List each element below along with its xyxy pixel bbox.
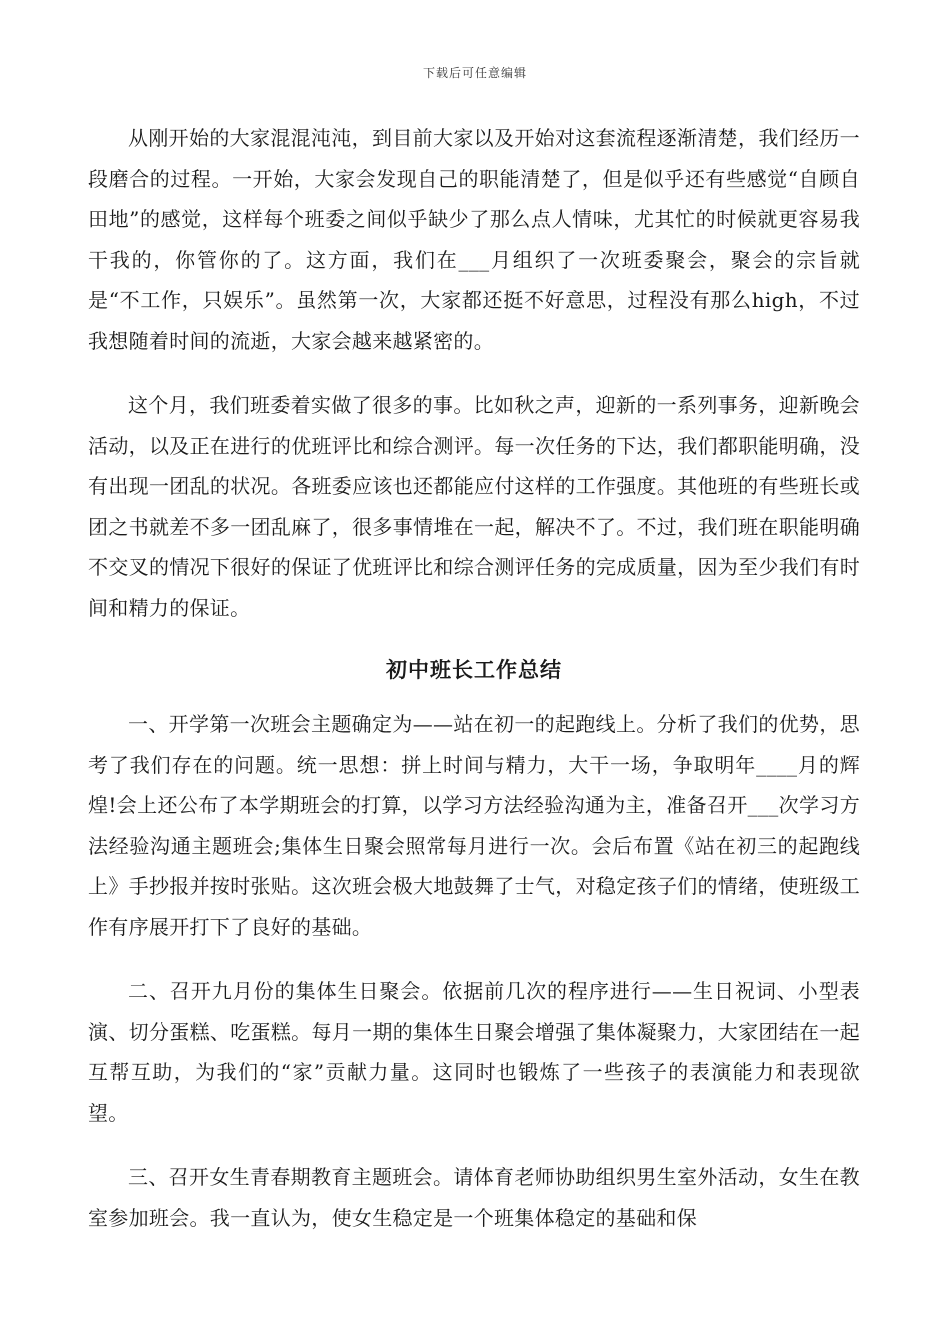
paragraph-4: 二、召开九月份的集体生日聚会。依据前几次的程序进行——生日祝词、小型表演、切分蛋糕、吃蛋糕。每月一期的集体生日聚会增强了集体凝聚力，大家团结在一起互帮互助，为我们的“家”贡献力量。这同时也锻炼了一些孩子的表演能力和表现欲望。 (88, 979, 860, 1125)
paragraph-5: 三、召开女生青春期教育主题班会。请体育老师协助组织男生室外活动，女生在教室参加班会。我一直认为，使女生稳定是一个班集体稳定的基础和保 (88, 1165, 860, 1230)
header-note: 下载后可任意编辑 (422, 66, 527, 80)
paragraph-3: 一、开学第一次班会主题确定为——站在初一的起跑线上。分析了我们的优势，思考了我们存在的问题。统一思想：拼上时间与精力，大干一场，争取明年____月的辉煌!会上还公布了本学期班会的打算，以学习方法经验沟通为主，准备召开___次学习方法经验沟通主题班会;集体生日聚会照常每月进行一次。会后布置《站在初三的起跑线上》手抄报并按时张贴。这次班会极大地鼓舞了士气，对稳定孩子们的情绪，使班级工作有序展开打下了良好的基础。 (88, 712, 860, 939)
paragraph-1: 从刚开始的大家混混沌沌，到目前大家以及开始对这套流程逐渐清楚，我们经历一段磨合的过程。一开始，大家会发现自己的职能清楚了，但是似乎还有些感觉“自顾自田地”的感觉，这样每个班委之间似乎缺少了那么点人情味，尤其忙的时候就更容易我干我的，你管你的了。这方面，我们在___月组织了一次班委聚会，聚会的宗旨就是“不工作，只娱乐”。虽然第一次，大家都还挺不好意思，过程没有那么high，不过我想随着时间的流逝，大家会越来越紧密的。 (88, 126, 860, 353)
document-body (88, 118, 860, 1238)
section-title: 初中班长工作总结 (386, 657, 562, 682)
paragraph-2: 这个月，我们班委着实做了很多的事。比如秋之声，迎新的一系列事务，迎新晚会活动，以及正在进行的优班评比和综合测评。每一次任务的下达，我们都职能明确，没有出现一团乱的状况。各班委应该也还都能应付这样的工作强度。其他班的有些班长或团之书就差不多一团乱麻了，很多事情堆在一起，解决不了。不过，我们班在职能明确不交叉的情况下很好的保证了优班评比和综合测评任务的完成质量，因为至少我们有时间和精力的保证。 (88, 393, 860, 620)
